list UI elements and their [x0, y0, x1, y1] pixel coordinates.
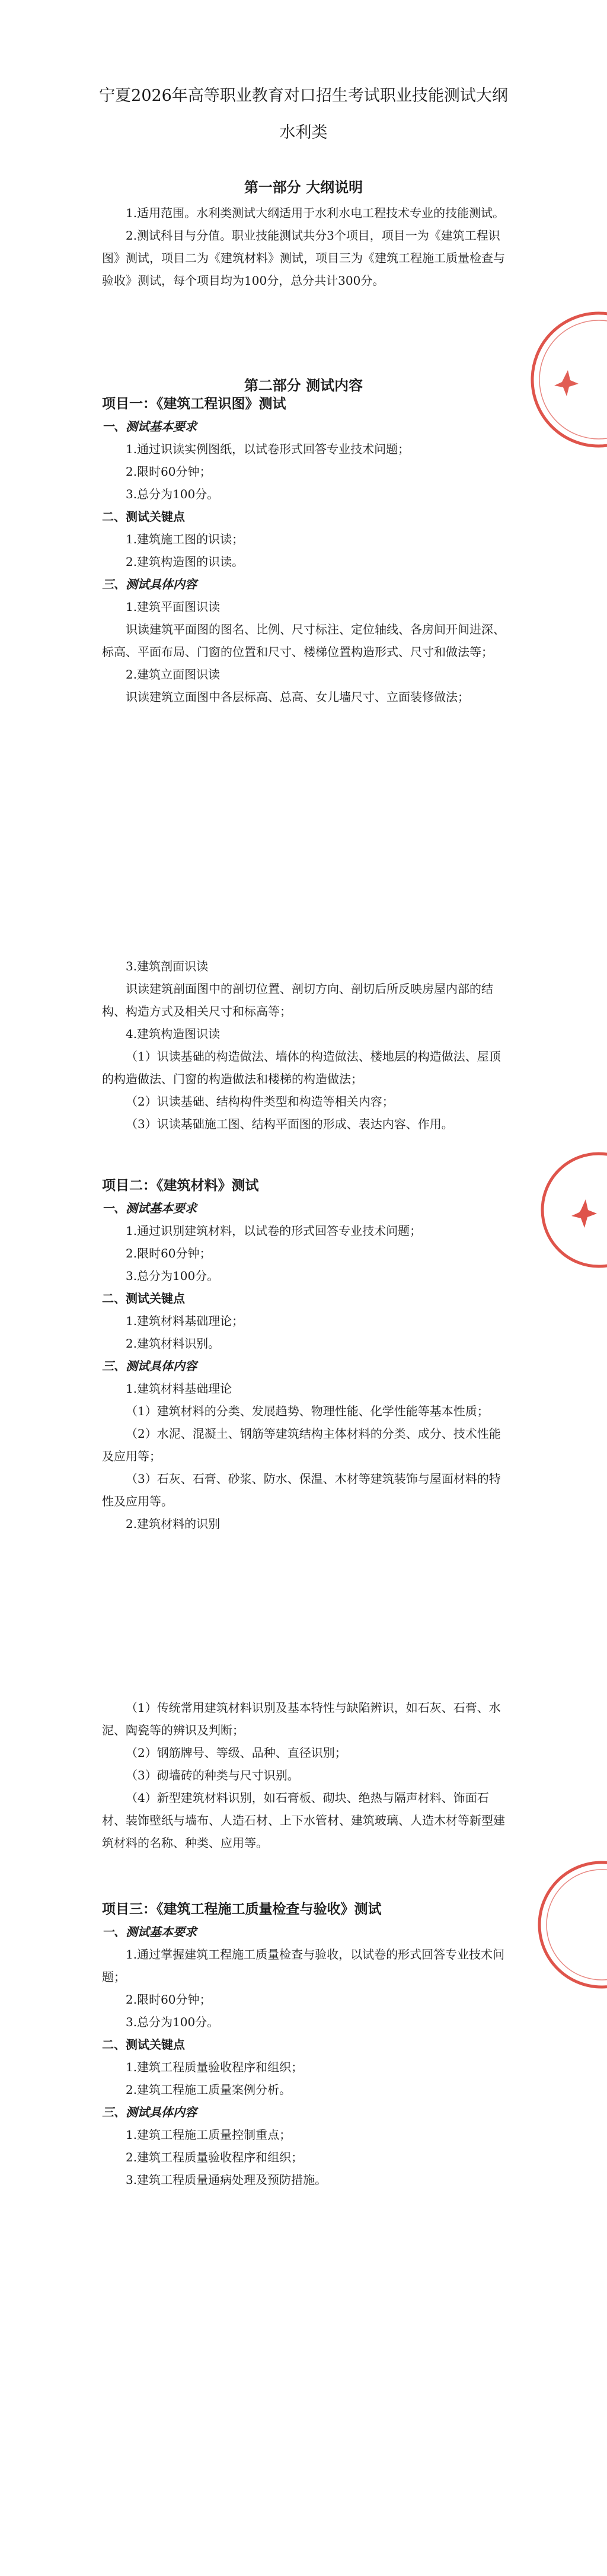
list-item: （1）建筑材料的分类、发展趋势、物理性能、化学性能等基本性质；: [126, 1404, 489, 1418]
project3-title: 项目三：《建筑工程施工质量检查与验收》测试: [102, 1902, 382, 1917]
content-subtitle: 1.建筑材料基础理论: [126, 1381, 232, 1396]
page-1: [0, 0, 607, 925]
project3-key-heading: 二、测试关键点: [102, 2037, 185, 2052]
list-item: 1.通过识读实例图纸，以试卷形式回答专业技术问题；: [126, 442, 410, 456]
project3-section: [102, 1898, 511, 2191]
list-item: 3.总分为100分。: [126, 487, 219, 501]
list-item: 1.建筑施工图的识读；: [126, 532, 244, 546]
content-subtitle: 4.建筑构造图识读: [126, 1027, 221, 1041]
list-item: （3）石灰、石膏、砂浆、防水、保温、木材等建筑装饰与屋面材料的特性及应用等。: [102, 1472, 501, 1508]
content-subtitle: 2.建筑立面图识读: [126, 667, 221, 682]
page-3: [0, 1701, 607, 2576]
list-item: 2.建筑材料识别。: [126, 1336, 221, 1351]
list-item: （1）识读基础的构造做法、墙体的构造做法、楼地层的构造做法、屋顶的构造做法、门窗的构造做法和楼梯的构造做法；: [102, 1049, 501, 1086]
official-seal-stamp: [531, 1151, 607, 1269]
part1-paragraph: 1.适用范围。水利类测试大纲适用于水利水电工程技术专业的技能测试。: [126, 206, 505, 220]
project3-req-heading: 一、测试基本要求: [102, 1925, 197, 1939]
list-item: （2）水泥、混凝土、钢筋等建筑结构主体材料的分类、成分、技术性能及应用等；: [102, 1426, 501, 1463]
project2-title: 项目二：《建筑材料》测试: [102, 1178, 259, 1193]
document-subtitle: 水利类: [279, 123, 328, 142]
project2-section: [102, 1174, 511, 1535]
list-item: 3.建筑工程质量通病处理及预防措施。: [126, 2173, 327, 2187]
project2-content-heading: 三、测试具体内容: [102, 1359, 197, 1373]
list-item: （3）砌墙砖的种类与尺寸识别。: [126, 1768, 299, 1782]
project1-section: [102, 393, 511, 708]
list-item: 2.建筑工程施工质量案例分析。: [126, 2083, 292, 2097]
content-subtitle: 2.建筑材料的识别: [126, 1517, 221, 1531]
project3-content-heading: 三、测试具体内容: [102, 2105, 197, 2119]
official-seal-stamp: [522, 308, 607, 451]
list-item: 1.建筑工程质量验收程序和组织；: [126, 2060, 304, 2074]
project1-title: 项目一：《建筑工程识图》测试: [102, 396, 286, 412]
list-item: 1.通过识别建筑材料，以试卷的形式回答专业技术问题；: [126, 1224, 422, 1238]
content-subtitle: 1.建筑平面图识读: [126, 600, 221, 614]
project1-key-heading: 二、测试关键点: [102, 510, 185, 524]
list-item: 1.建筑材料基础理论；: [126, 1314, 244, 1328]
list-item: 1.通过掌握建筑工程施工质量检查与验收，以试卷的形式回答专业技术问题；: [102, 1947, 505, 1984]
project2-continued: [102, 1696, 511, 1854]
part1-paragraph: 2.测试科目与分值。职业技能测试共分3个项目，项目一为《建筑工程识图》测试，项目二为《建筑材料》测试，项目三为《建筑工程施工质量检查与验收》测试，每个项目均为100分，总分共计300分。: [102, 228, 505, 288]
part2-heading: 第二部分 测试内容: [244, 377, 363, 394]
content-subtitle: 3.建筑剖面识读: [126, 959, 209, 973]
list-item: （3）识读基础施工图、结构平面图的形成、表达内容、作用。: [126, 1117, 453, 1131]
list-item: 3.总分为100分。: [126, 1269, 219, 1283]
official-seal-stamp: [528, 1857, 607, 1993]
document-title: 宁夏2026年高等职业教育对口招生考试职业技能测试大纲: [99, 87, 508, 105]
list-item: （1）传统常用建筑材料识别及基本特性与缺陷辨识，如石灰、石膏、水泥、陶瓷等的辨识及判断；: [102, 1701, 501, 1737]
list-item: （4）新型建筑材料识别，如石膏板、砌块、绝热与隔声材料、饰面石材、装饰壁纸与墙布、人造石材、上下水管材、建筑玻璃、人造木材等新型建筑材料的名称、种类、应用等。: [102, 1791, 505, 1850]
list-item: （2）识读基础、结构构件类型和构造等相关内容；: [126, 1094, 394, 1109]
part1-heading: 第一部分 大纲说明: [244, 179, 363, 196]
list-item: 2.建筑工程质量验收程序和组织；: [126, 2150, 304, 2164]
project1-content-heading: 三、测试具体内容: [102, 577, 197, 591]
content-text: 识读建筑剖面图中的剖切位置、剖切方向、剖切后所反映房屋内部的结构、构造方式及相关尺寸和标高等；: [102, 982, 493, 1018]
project2-req-heading: 一、测试基本要求: [102, 1201, 197, 1215]
project1-req-heading: 一、测试基本要求: [102, 419, 197, 434]
list-item: 2.限时60分钟；: [126, 1246, 212, 1260]
list-item: 2.建筑构造图的识读。: [126, 555, 244, 569]
list-item: 2.限时60分钟；: [126, 1992, 212, 2007]
part1-body: [102, 202, 511, 292]
project2-key-heading: 二、测试关键点: [102, 1291, 185, 1305]
list-item: （2）钢筋牌号、等级、品种、直径识别；: [126, 1746, 347, 1760]
content-text: 识读建筑平面图的图名、比例、尺寸标注、定位轴线、各房间开间进深、标高、平面布局、门窗的位置和尺寸、楼梯位置构造形式、尺寸和做法等；: [102, 622, 505, 659]
page-2: [0, 925, 607, 1738]
project1-continued: [102, 955, 511, 1135]
list-item: 1.建筑工程施工质量控制重点；: [126, 2128, 292, 2142]
list-item: 2.限时60分钟；: [126, 464, 212, 479]
list-item: 3.总分为100分。: [126, 2015, 219, 2029]
content-text: 识读建筑立面图中各层标高、总高、女儿墙尺寸、立面装修做法；: [126, 690, 469, 704]
